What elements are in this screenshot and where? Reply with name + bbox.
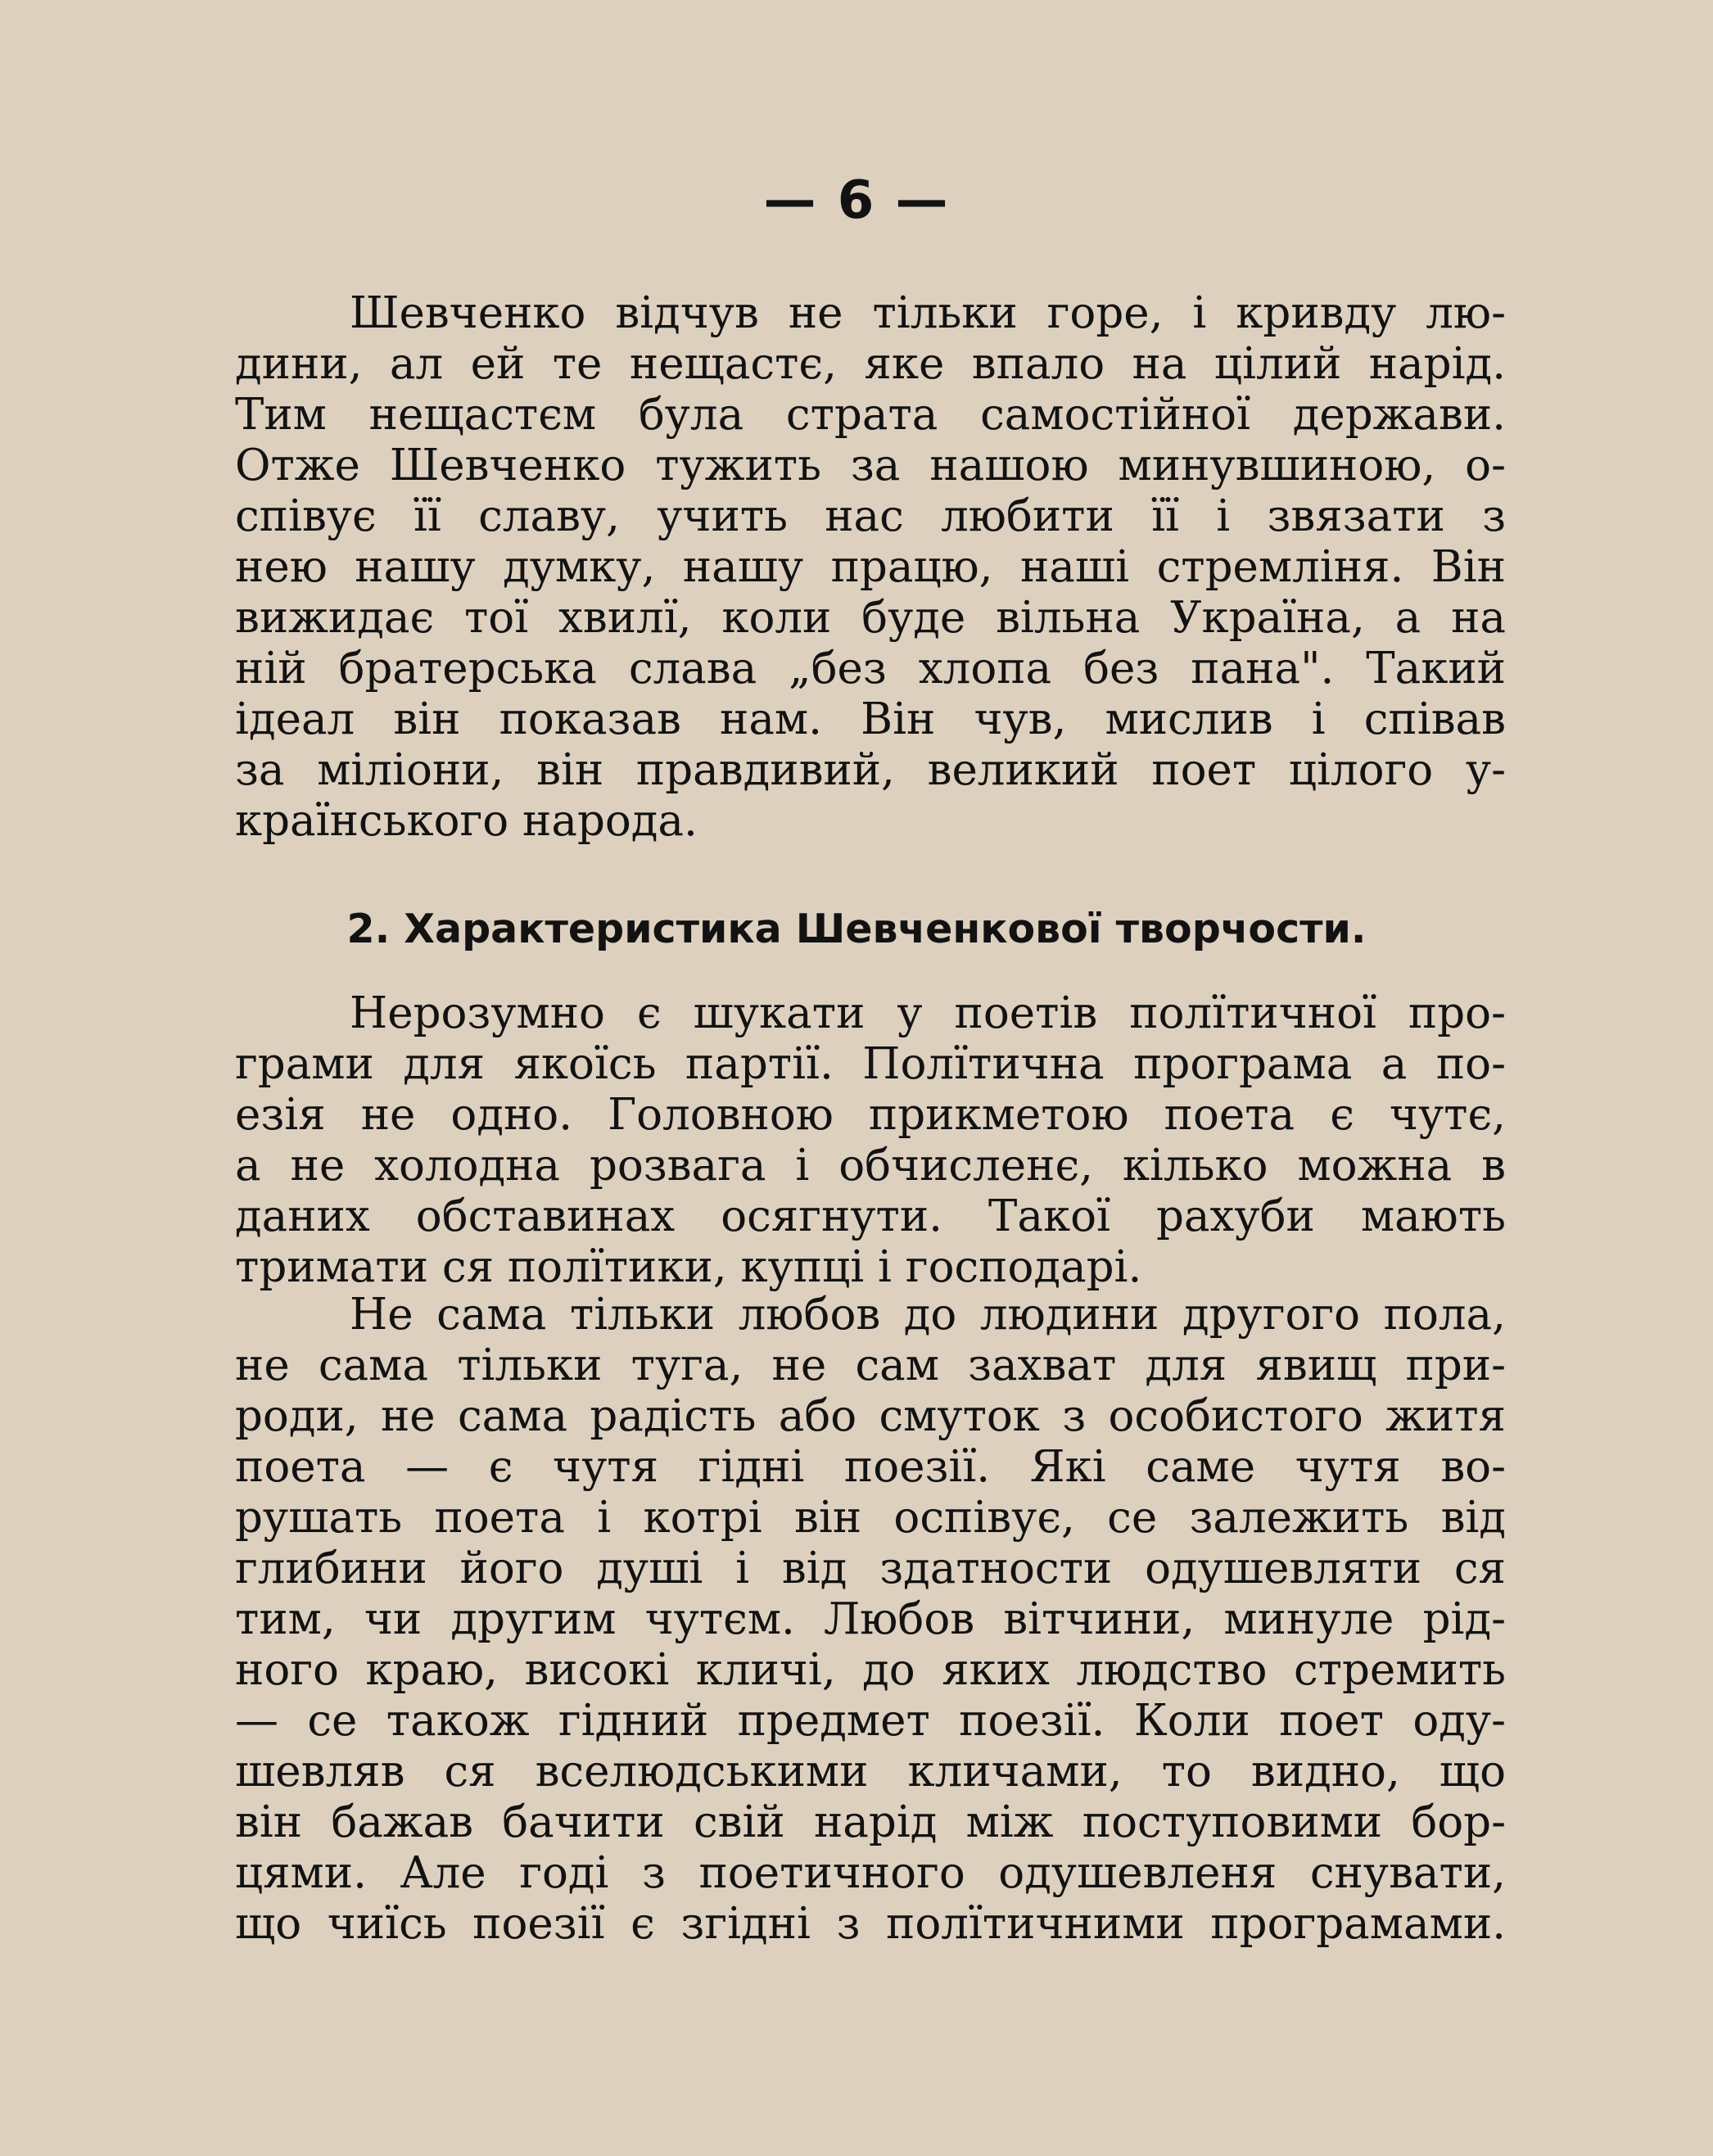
text-line: співує її славу, учить нас любити її і звязати з	[235, 491, 1506, 541]
section-heading: 2. Характеристика Шевченкової творчости.	[346, 906, 1367, 952]
text-line: Отже Шевченко тужить за нашою минувшиною, о-	[235, 441, 1506, 490]
text-line: нею нашу думку, нашу працю, наші стремліня. Він	[235, 542, 1506, 592]
text-line: грами для якоїсь партії. Полїтична програма а по-	[235, 1039, 1506, 1089]
paragraph-shevchenko-ideal	[235, 288, 1506, 847]
text-line: Шевченко відчув не тільки горе, і кривду лю-	[350, 288, 1506, 338]
text-line: роди, не сама радість або смуток з особистого житя	[235, 1391, 1506, 1441]
text-line: не сама тільки туга, не сам захват для явищ при-	[235, 1340, 1506, 1390]
text-line: езія не одно. Головною прикметою поета є чутє,	[235, 1090, 1506, 1140]
text-line: поета — є чутя гідні поезії. Які саме чутя во-	[235, 1442, 1506, 1492]
text-line: тримати ся полїтики, купці і господарі.	[235, 1242, 1142, 1292]
text-line: за міліони, він правдивий, великий поет цілого у-	[235, 745, 1506, 795]
text-line: а не холодна розвага і обчисленє, кілько можна в	[235, 1141, 1506, 1191]
paragraph-worthy-feelings	[235, 1290, 1506, 1950]
page-number: — 6 —	[763, 170, 950, 231]
text-line: — се також гідний предмет поезії. Коли поет оду-	[235, 1696, 1506, 1746]
text-line: ного краю, високі кличі, до яких людство стремить	[235, 1645, 1506, 1695]
text-line: цями. Але годі з поетичного одушевленя снувати,	[235, 1848, 1506, 1898]
text-line: Нерозумно є шукати у поетів полїтичної про-	[350, 988, 1506, 1038]
text-line: ідеал він показав нам. Він чув, мислив і співав	[235, 694, 1506, 744]
text-line: країнського народа.	[235, 796, 698, 846]
paragraph-poetry-vs-politics	[235, 988, 1506, 1293]
text-line: вижидає тої хвилї, коли буде вільна Україна, а на	[235, 593, 1506, 643]
text-line: даних обставинах осягнути. Такої рахуби мають	[235, 1191, 1506, 1241]
text-line: Не сама тільки любов до людини другого пола,	[350, 1290, 1506, 1340]
text-line: він бажав бачити свій нарід між поступовими бор-	[235, 1797, 1506, 1847]
text-line: дини, ал ей те нещастє, яке впало на цілий нарід.	[235, 339, 1506, 389]
text-line: тим, чи другим чутєм. Любов вітчини, минуле рід-	[235, 1594, 1506, 1644]
text-line: Тим нещастєм була страта самостійної держави.	[235, 390, 1506, 440]
text-line: що чиїсь поезії є згідні з полїтичними програмами.	[235, 1899, 1506, 1949]
text-line: рушать поета і котрі він оспівує, се залежить від	[235, 1493, 1506, 1543]
text-line: глибини його душі і від здатности одушевляти ся	[235, 1544, 1506, 1593]
text-line: ній братерська слава „без хлопа без пана". Такий	[235, 644, 1506, 694]
text-line: шевляв ся вселюдськими кличами, то видно, що	[235, 1747, 1506, 1797]
